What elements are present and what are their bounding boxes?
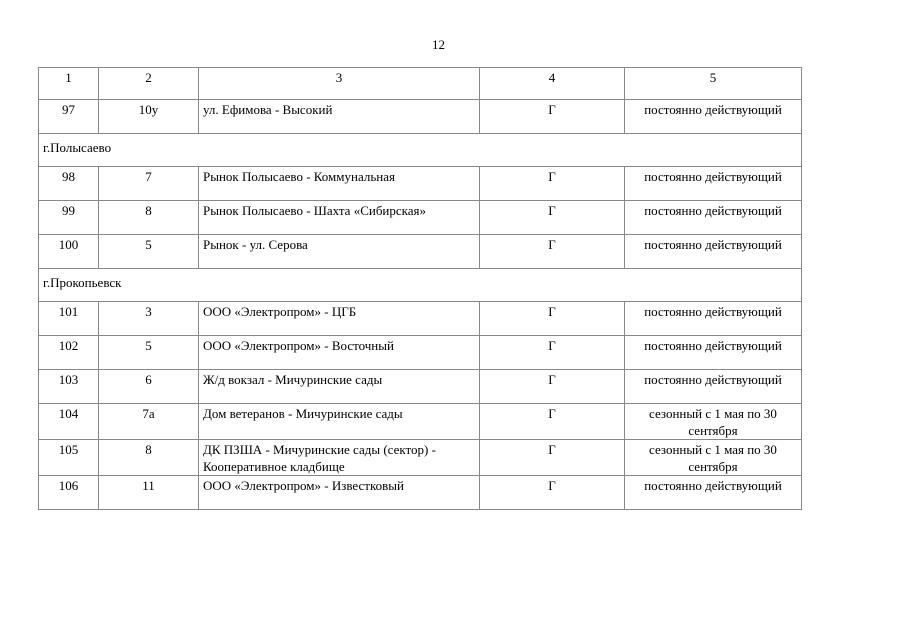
route-mode-cell: постоянно действующий xyxy=(625,476,802,510)
route-type-cell: Г xyxy=(480,201,625,235)
column-header-2: 2 xyxy=(99,68,199,100)
route-type-cell: Г xyxy=(480,336,625,370)
column-header-3: 3 xyxy=(199,68,480,100)
table-row xyxy=(39,167,802,201)
route-type-cell: Г xyxy=(480,370,625,404)
route-mode-cell: постоянно действующий xyxy=(625,235,802,269)
route-mode-cell: сезонный с 1 мая по 30 сентября xyxy=(625,440,802,476)
row-number-cell: 99 xyxy=(39,201,99,235)
route-name-cell: ДК ПЗША - Мичуринские сады (сектор) - Кооперативное кладбище xyxy=(199,440,480,476)
row-number-cell: 104 xyxy=(39,404,99,440)
table-row xyxy=(39,235,802,269)
table-row xyxy=(39,100,802,134)
table-row xyxy=(39,302,802,336)
route-number-cell: 7 xyxy=(99,167,199,201)
route-name-cell: ООО «Электропром» - ЦГБ xyxy=(199,302,480,336)
route-type-cell: Г xyxy=(480,440,625,476)
route-number-cell: 6 xyxy=(99,370,199,404)
route-type-cell: Г xyxy=(480,404,625,440)
city-group-label: г.Полысаево xyxy=(39,134,802,167)
route-name-cell: ООО «Электропром» - Восточный xyxy=(199,336,480,370)
route-number-cell: 10у xyxy=(99,100,199,134)
route-mode-cell: постоянно действующий xyxy=(625,336,802,370)
route-number-cell: 11 xyxy=(99,476,199,510)
route-type-cell: Г xyxy=(480,167,625,201)
route-name-cell: Дом ветеранов - Мичуринские сады xyxy=(199,404,480,440)
route-name-cell: Рынок - ул. Серова xyxy=(199,235,480,269)
route-name-cell: ул. Ефимова - Высокий xyxy=(199,100,480,134)
route-name-cell: ООО «Электропром» - Известковый xyxy=(199,476,480,510)
route-mode-cell: постоянно действующий xyxy=(625,302,802,336)
route-mode-cell: постоянно действующий xyxy=(625,100,802,134)
route-name-cell: Рынок Полысаево - Шахта «Сибирская» xyxy=(199,201,480,235)
page-number: 12 xyxy=(432,37,445,52)
route-number-cell: 8 xyxy=(99,440,199,476)
route-number-cell: 3 xyxy=(99,302,199,336)
routes-table-body xyxy=(39,68,802,510)
table-row xyxy=(39,336,802,370)
column-header-4: 4 xyxy=(480,68,625,100)
row-number-cell: 106 xyxy=(39,476,99,510)
table-row xyxy=(39,440,802,476)
column-header-1: 1 xyxy=(39,68,99,100)
group-header-row xyxy=(39,269,802,302)
city-group-label: г.Прокопьевск xyxy=(39,269,802,302)
table-row xyxy=(39,476,802,510)
route-type-cell: Г xyxy=(480,100,625,134)
route-mode-cell: постоянно действующий xyxy=(625,167,802,201)
table-row xyxy=(39,370,802,404)
route-number-cell: 5 xyxy=(99,336,199,370)
route-number-cell: 7а xyxy=(99,404,199,440)
row-number-cell: 97 xyxy=(39,100,99,134)
routes-table xyxy=(38,67,802,510)
row-number-cell: 100 xyxy=(39,235,99,269)
route-mode-cell: постоянно действующий xyxy=(625,370,802,404)
route-name-cell: Рынок Полысаево - Коммунальная xyxy=(199,167,480,201)
route-mode-cell: постоянно действующий xyxy=(625,201,802,235)
row-number-cell: 101 xyxy=(39,302,99,336)
route-number-cell: 8 xyxy=(99,201,199,235)
column-header-5: 5 xyxy=(625,68,802,100)
table-row xyxy=(39,404,802,440)
table-row xyxy=(39,201,802,235)
route-name-cell: Ж/д вокзал - Мичуринские сады xyxy=(199,370,480,404)
row-number-cell: 98 xyxy=(39,167,99,201)
route-mode-cell: сезонный с 1 мая по 30 сентября xyxy=(625,404,802,440)
row-number-cell: 102 xyxy=(39,336,99,370)
route-type-cell: Г xyxy=(480,476,625,510)
row-number-cell: 105 xyxy=(39,440,99,476)
group-header-row xyxy=(39,134,802,167)
route-number-cell: 5 xyxy=(99,235,199,269)
route-type-cell: Г xyxy=(480,235,625,269)
route-type-cell: Г xyxy=(480,302,625,336)
table-header-row xyxy=(39,68,802,100)
row-number-cell: 103 xyxy=(39,370,99,404)
